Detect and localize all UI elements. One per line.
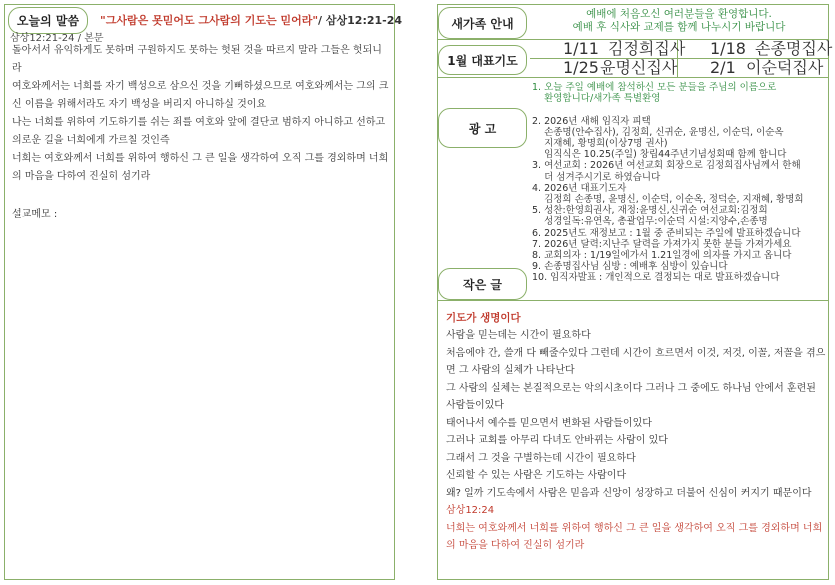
welcome-line: 예배에 처음오신 여러분들을 환영합니다. [586, 8, 772, 20]
scripture-paragraph: 여호와께서는 너희를 자기 백성으로 삼으신 것을 기뻐하셨으므로 여호와께서는 그의 크신 이름을 위해서라도 자기 백성을 버리지 아니하실 것이요 [12, 81, 389, 110]
prayer-date: 1/11 [563, 39, 599, 58]
sermon-title [100, 12, 402, 28]
small-writing-title: 기도가 생명이다 [446, 312, 521, 324]
scripture-paragraph: 돌아서서 유익하게도 못하며 구원하지도 못하는 헛된 것을 따르지 말라 그들은 헛되니라 [12, 45, 382, 74]
prayer-name: 김정희집사 [608, 39, 686, 58]
announcement-item: 10. 임직자발표 : 개인적으로 결정되는 대로 발표하겠습니다 [532, 272, 780, 284]
announcement-item: 김정희 손종명, 윤명신, 이순덕, 이순옥, 정덕순, 지재혜, 황명희 [532, 194, 804, 206]
small-writing-paragraph: 그 사람의 실체는 본질적으로는 악의시초이다 그러나 그 중에도 하나님 안에서 훈련된 사람들이있다 [446, 382, 816, 411]
small-writing-paragraph: 처음에야 간, 쓸개 다 빼줄수있다 그런데 시간이 흐르면서 이것, 저것, 이꼴, 저꼴을 겪으면 그 사람의 실체가 나타난다 [446, 347, 826, 376]
small-writing-paragraph: 삼상12:24 [446, 505, 495, 516]
scripture-reference: 삼상12:21-24 / 본문 [10, 33, 104, 44]
announcement-item: 3. 여선교회 : 2026년 여선교회 회장으로 김정희집사님께서 한해 [532, 160, 801, 172]
prayer-name: 윤명신집사 [600, 58, 678, 77]
prayer-tag: 1월 대표기도 [438, 45, 527, 75]
announcements-tag: 광 고 [438, 108, 527, 148]
sermon-memo-label: 설교메모 : [12, 209, 58, 220]
announcement-item: 8. 교회의자 : 1/19일에가서 1.21일경에 의자를 가지고 옵니다 [532, 250, 792, 262]
small-writing-paragraph: 그러나 교회를 아무리 다녀도 안바뀌는 사람이 있다 [446, 435, 668, 446]
announcement-item: 환영합니다/새가족 특별환영 [532, 93, 661, 105]
sermon-title-ref: / 삼상12:21-24 [318, 14, 403, 27]
prayer-name: 손종명집사 [755, 39, 833, 58]
small-writing-paragraph: 사람을 믿는데는 시간이 필요하다 [446, 330, 591, 341]
scripture-paragraph: 나는 너희를 위하여 기도하기를 쉬는 죄를 여호와 앞에 결단코 범하지 아니하고 선하고 의로운 길을 너희에게 가르칠 것인즉 [12, 117, 386, 146]
small-writing-paragraph: 신뢰할 수 있는 사람은 기도하는 사람이다 [446, 470, 627, 481]
todays-word-tag: 오늘의 말씀 [8, 7, 88, 34]
prayer-date: 1/25 [563, 58, 599, 77]
announcement-item: 1. 오늘 주일 예배에 참석하신 모든 분들을 주님의 이름으로 [532, 82, 777, 93]
small-writing-paragraph: 너희는 여호와께서 너희를 위하여 행하신 그 큰 일을 생각하여 오직 그를 경외하며 너희의 마음을 다하여 진실히 섬기라 [446, 522, 823, 551]
prayer-date: 2/1 [710, 58, 736, 77]
welcome-line: 예배 후 식사와 교제를 함께 나누시기 바랍니다 [572, 21, 786, 33]
scripture-text [12, 42, 390, 186]
sermon-title-text: "그사람은 못믿어도 그사람의 기도는 믿어라" [100, 14, 319, 27]
small-writing-text [446, 327, 826, 555]
scripture-paragraph: 너희는 여호와께서 너희를 위하여 행하신 그 큰 일을 생각하여 오직 그를 경외하며 너희의 마음을 다하여 진실히 섬기라 [12, 153, 389, 182]
new-family-tag: 새가족 안내 [438, 7, 527, 39]
announcement-item: 더 섬겨주시기로 하였습니다 [532, 171, 661, 183]
announcement-item: 손종명(안수집사), 김정희, 신귀순, 윤명신, 이순덕, 이순옥 [532, 126, 784, 138]
announcement-item: 성경일독:유연옥, 총괄업무:이순덕 시설:지양수,손종명 [532, 216, 768, 228]
small-writing-paragraph: 왜? 일까 기도속에서 사람은 믿음과 신앙이 성장하고 더불어 신심이 커지기 때문이다 [446, 487, 812, 499]
announcement-item: 9. 손종명집사님 심방 : 예배후 심방이 있습니다 [532, 261, 728, 273]
announcement-item: 4. 2026년 대표기도자 [532, 182, 627, 194]
announcement-item: 5. 성찬:한영희권사, 재정:윤명신,신귀순 여선교회:김정희 [532, 205, 768, 217]
announcement-item: 지재혜, 황명희(이상7명 권사) [532, 138, 668, 150]
small-writing-paragraph: 그래서 그 것을 구별하는데 시간이 필요하다 [446, 452, 636, 464]
announcement-item [532, 104, 828, 115]
announcement-list [532, 82, 828, 284]
prayer-name: 이순덕집사 [746, 58, 824, 77]
announcement-item: 6. 2025년도 재정보고 : 1월 중 준비되는 주일에 발표하겠습니다 [532, 227, 801, 239]
small-writing-tag: 작은 글 [438, 268, 527, 300]
divider [438, 77, 828, 78]
prayer-date: 1/18 [710, 39, 746, 58]
announcement-item: 임직식은 10.25(주일) 창립44주년기념성회때 함께 합니다 [532, 149, 787, 161]
announcement-item: 7. 2026년 달력:지난주 달력을 가져가지 못한 분들 가져가세요 [532, 238, 792, 250]
welcome-message [530, 8, 828, 34]
small-writing-paragraph: 태어나서 예수를 믿으면서 변화된 사람들이있다 [446, 417, 652, 429]
announcement-item: 2. 2026년 새해 임직자 피택 [532, 115, 651, 127]
